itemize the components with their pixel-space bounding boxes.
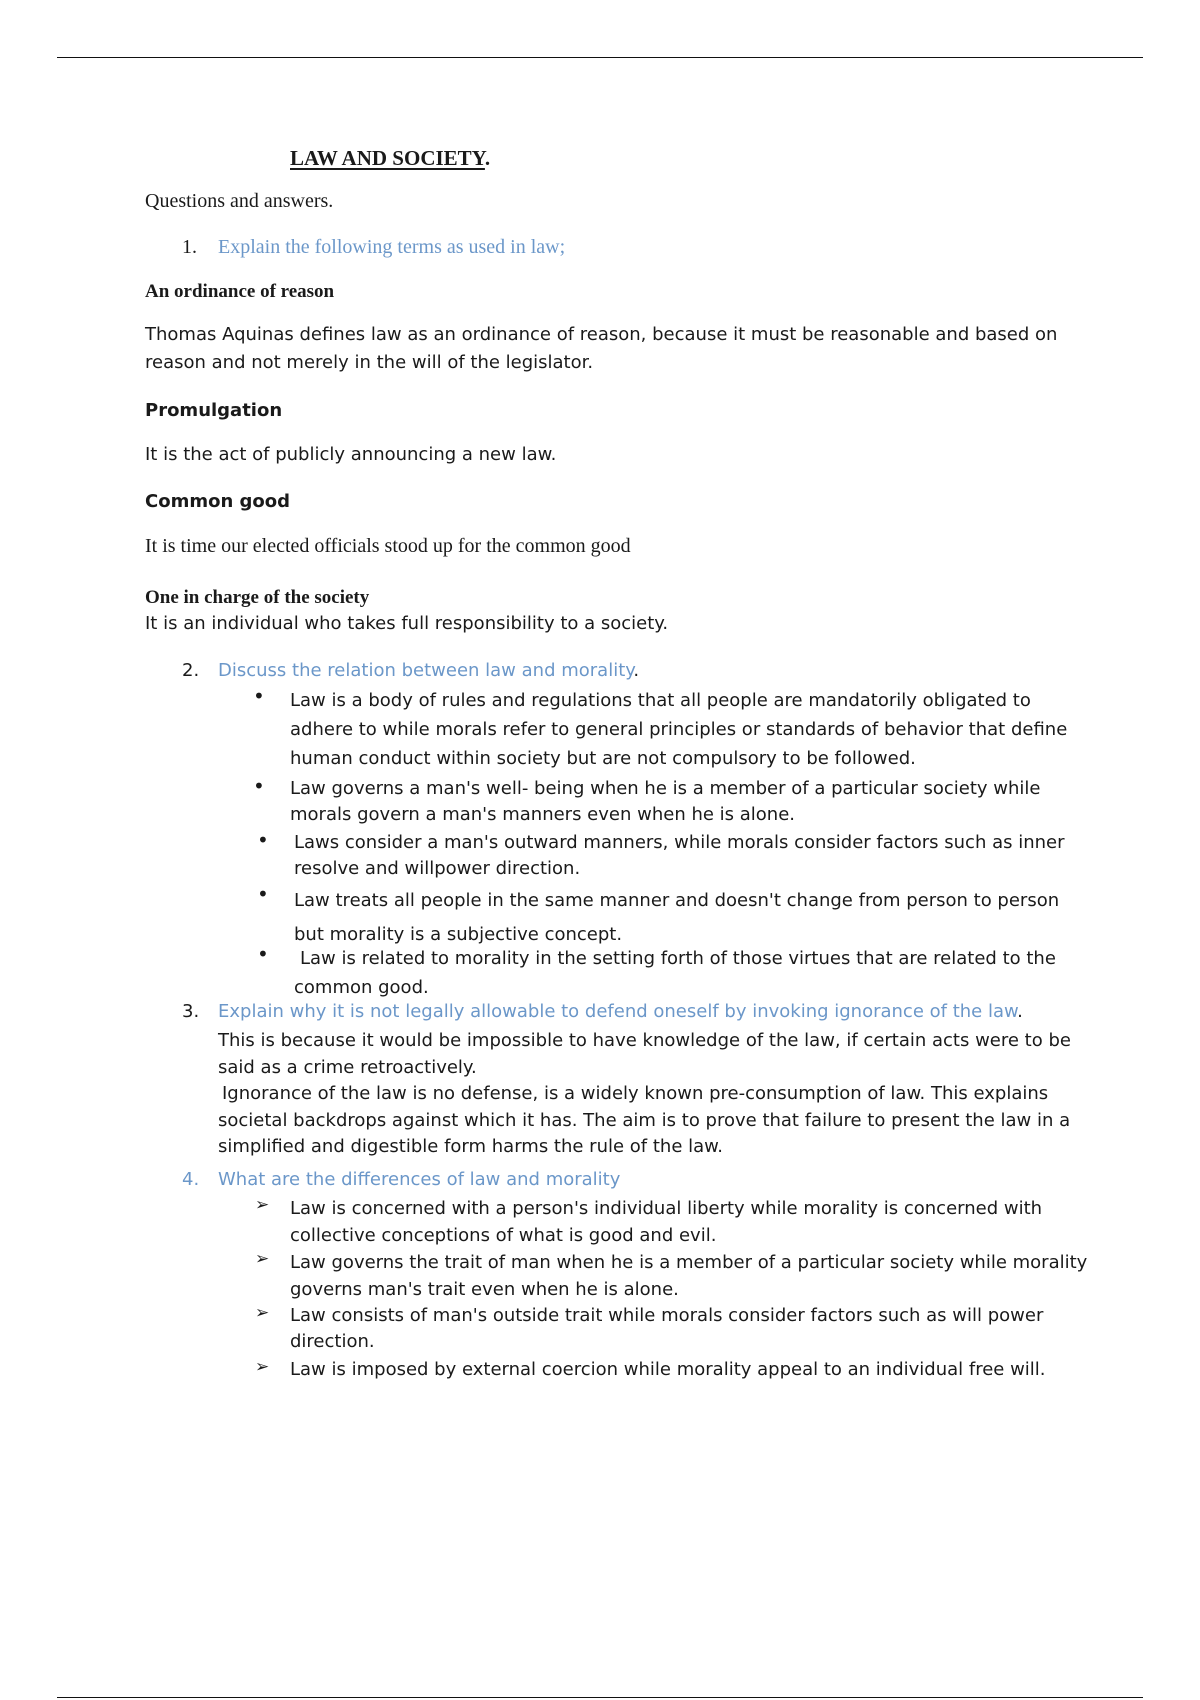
definition-line: Thomas Aquinas defines law as an ordinance of reason, because it must be reasonable and based on	[145, 324, 1058, 345]
answer-line: simplified and digestible form harms the rule of the law.	[218, 1136, 723, 1157]
bullet-dot-icon: •	[257, 828, 269, 852]
term-definition-one-in-charge: It is an individual who takes full responsibility to a society.	[145, 613, 669, 634]
term-heading-promulgation: Promulgation	[145, 400, 283, 421]
term-definition-promulgation: It is the act of publicly announcing a new law.	[145, 444, 557, 465]
term-definition-ordinance	[145, 321, 1057, 377]
term-heading-common-good: Common good	[145, 491, 291, 512]
q3-number: 3.	[182, 1001, 200, 1022]
intro-text: Questions and answers.	[145, 190, 334, 212]
term-heading-one-in-charge: One in charge of the society	[145, 587, 370, 608]
q2-number: 2.	[182, 660, 200, 681]
footer-rule	[57, 1697, 1143, 1698]
answer-line: societal backdrops against which it has. The aim is to prove that failure to present the law in a	[218, 1109, 1071, 1131]
header-rule	[57, 57, 1143, 58]
q2-text: Discuss the relation between law and morality.	[218, 660, 640, 681]
q1-number: 1.	[182, 236, 197, 258]
arrow-bullet-icon: ➢	[255, 1195, 270, 1215]
answer-line: Ignorance of the law is no defense, is a widely known pre-consumption of law. This explains	[222, 1083, 1049, 1104]
bullet-dot-icon: •	[257, 882, 269, 906]
definition-line: reason and not merely in the will of the legislator.	[145, 352, 594, 373]
q4-number: 4.	[182, 1169, 200, 1190]
q3-answer	[218, 1028, 1071, 1161]
arrow-bullet-icon: ➢	[255, 1249, 270, 1269]
q3-text: Explain why it is not legally allowable to defend oneself by invoking ignorance of the law.	[218, 1001, 1023, 1022]
answer-line: said as a crime retroactively.	[218, 1056, 477, 1078]
q4-text: What are the differences of law and morality	[218, 1169, 621, 1190]
page-title: LAW AND SOCIETY.	[290, 146, 491, 170]
arrow-bullet-icon: ➢	[255, 1357, 270, 1377]
bullet-dot-icon: •	[253, 684, 265, 708]
bullet-dot-icon: •	[253, 774, 265, 798]
arrow-bullet-icon: ➢	[255, 1303, 270, 1323]
q1-text: Explain the following terms as used in law;	[218, 236, 566, 258]
bullet-dot-icon: •	[257, 942, 269, 966]
answer-line: This is because it would be impossible to have knowledge of the law, if certain acts were to be	[218, 1030, 1071, 1051]
term-heading-ordinance: An ordinance of reason	[145, 281, 335, 302]
term-definition-common-good: It is time our elected officials stood up for the common good	[145, 535, 631, 557]
